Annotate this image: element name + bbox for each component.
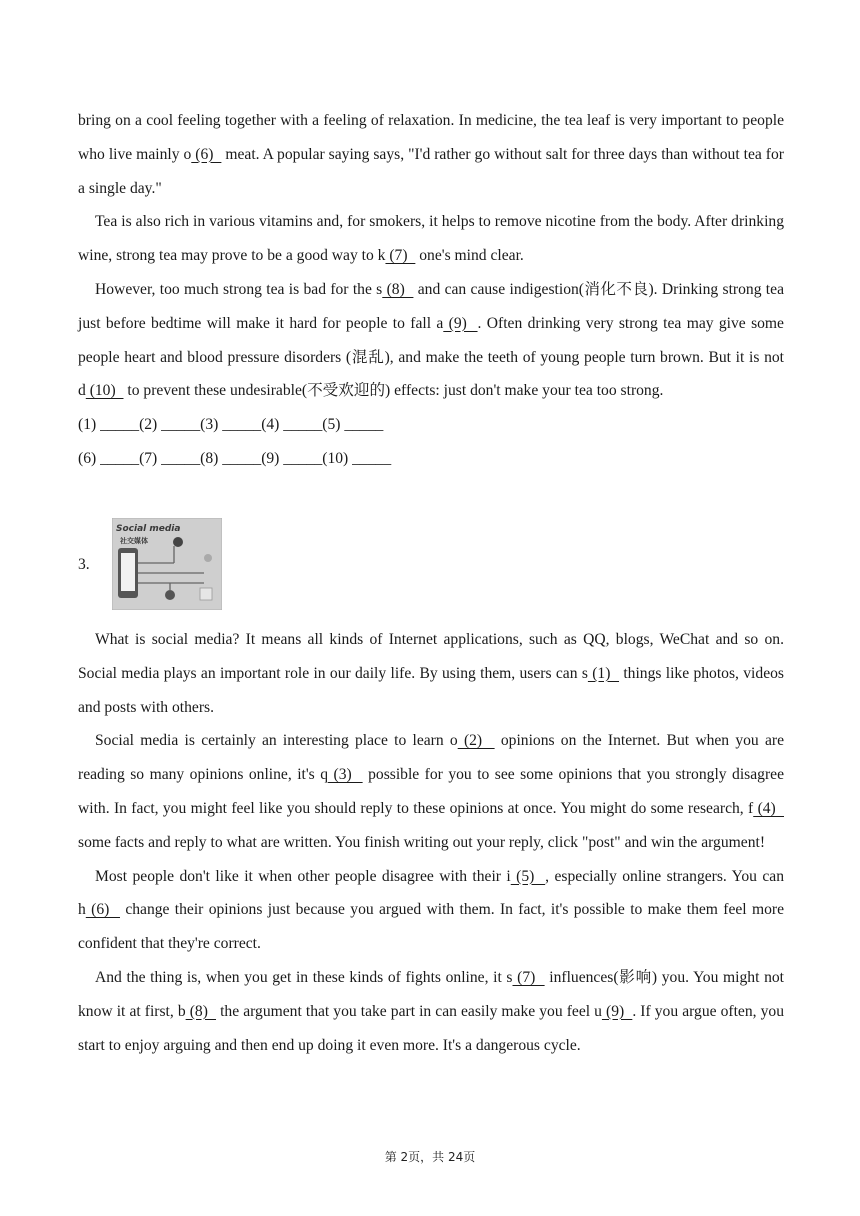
blank-7[interactable]: (7)	[385, 247, 416, 265]
app-icon	[200, 588, 212, 600]
image-subtitle: 社交媒体	[120, 537, 148, 545]
image-title: Social media	[116, 524, 181, 534]
blank-2[interactable]: (2)	[457, 732, 495, 750]
blank-3[interactable]: (3)	[328, 766, 363, 784]
paragraph-disagree: Most people don't like it when other people disagree with their i (5) , especially online strangers. You can h (6) change their opinions just because you argued with them. In fact, it's possible to make them feel more confident that they're correct.	[78, 867, 785, 953]
blank-8[interactable]: (8)	[185, 1002, 217, 1020]
blank-7[interactable]: (7)	[512, 968, 545, 986]
paragraph-tea-vitamins: Tea is also rich in various vitamins and, for smokers, it helps to remove nicotine from the body. After drinking wine, strong tea may prove to be a good way to k (7) one's mind clear.	[78, 213, 784, 265]
music-icon	[173, 537, 183, 547]
blank-5[interactable]: (5)	[510, 867, 546, 885]
blank-1[interactable]: (1)	[587, 664, 620, 682]
paragraph-what-is-social-media: What is social media? It means all kinds of Internet applications, such as QQ, blogs, WeChat and so on. Social media plays an important role in our daily life. By using them, users can s (1) things like photos, videos and posts with others.	[78, 631, 784, 716]
blank-10[interactable]: (10)	[85, 382, 124, 400]
blank-4[interactable]: (4)	[753, 799, 784, 817]
paragraph-opinions: Social media is certainly an interesting place to learn o (2) opinions on the Internet. But when you are reading so many opinions online, it's q (3) possible for you to see some opinions that you strongly disagree with. In fact, you might feel like you should reply to these opinions at once. You might do some research, f (4) some facts and reply to what are written. You finish writing out your reply, click "post" and win the argument!	[78, 732, 784, 851]
blank-9[interactable]: (9)	[443, 314, 478, 332]
blank-8[interactable]: (8)	[382, 280, 414, 298]
question-number: 3.	[78, 556, 90, 573]
answer-line-2[interactable]: (6) _____(7) _____(8) _____(9) _____(10) _____	[78, 449, 392, 467]
paragraph-tea-medicine: bring on a cool feeling together with a feeling of relaxation. In medicine, the tea leaf is very important to people who live mainly o (6) meat. A popular saying says, "I'd rather go without salt for three days than without tea for a single day."	[78, 112, 784, 197]
chat-icon	[204, 554, 212, 562]
paragraph-strong-tea: However, too much strong tea is bad for the s (8) and can cause indigestion(消化不良). Drinking strong tea just before bedtime will make it hard for people to fall a (9) . Often drinking very strong tea may give some people heart and blood pressure disorders (混乱), and make the teeth of young people turn brown. But it is not d (10) to prevent these undesirable(不受欢迎的) effects: just don't make your tea too strong.	[78, 280, 784, 400]
section-2-text	[78, 104, 784, 476]
page-footer: 第 2页，共 24页	[384, 1150, 476, 1164]
answer-line-1[interactable]: (1) _____(2) _____(3) _____(4) _____(5) _____	[78, 416, 384, 434]
paragraph-fights-online: And the thing is, when you get in these kinds of fights online, it s (7) influences(影响) you. You might not know it at first, b (8) the argument that you take part in can easily make you feel u (9) . If you argue often, you start to enjoy arguing and then end up doing it even more. It's a dangerous cycle.	[78, 968, 784, 1054]
section-3-text	[78, 623, 784, 1062]
question-3-header	[78, 518, 784, 614]
blank-9[interactable]: (9)	[601, 1002, 633, 1020]
blank-6[interactable]: (6)	[85, 901, 120, 919]
blank-6[interactable]: (6)	[191, 145, 222, 163]
penguin-icon	[165, 590, 175, 600]
social-media-illustration	[112, 518, 222, 610]
